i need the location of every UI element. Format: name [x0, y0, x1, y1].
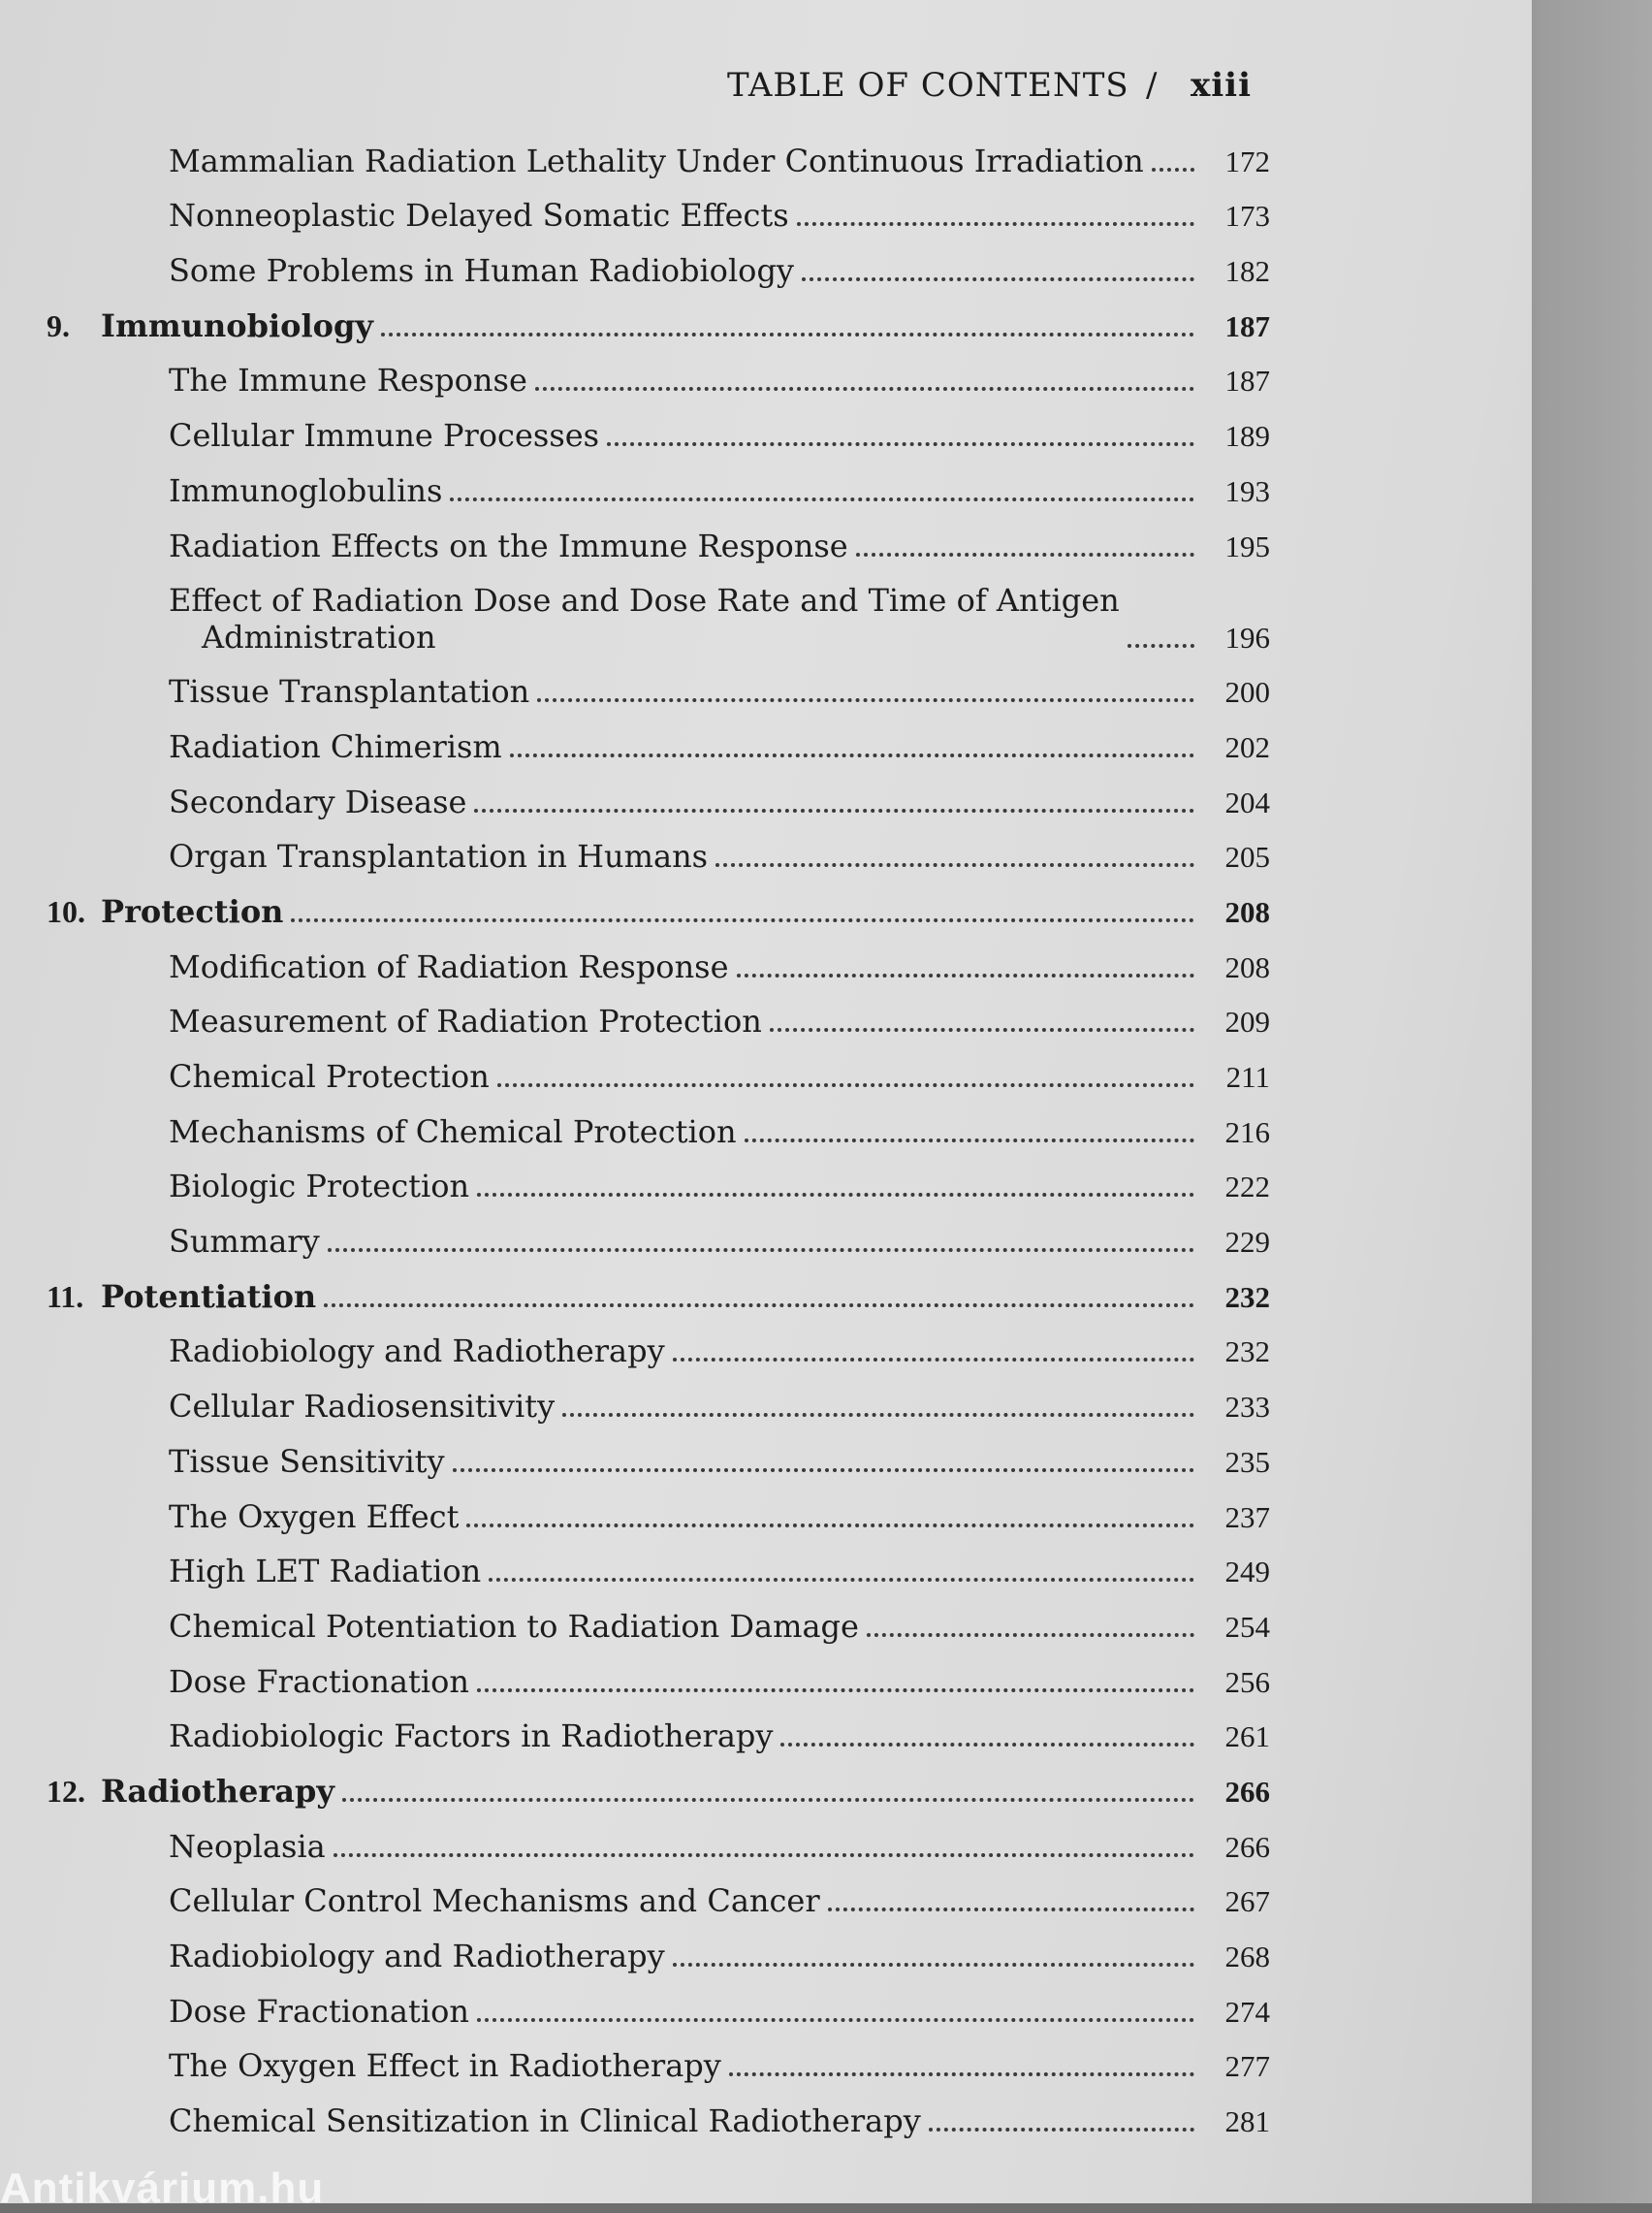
- entry-page-number: 277: [1224, 2049, 1270, 2084]
- toc-section-row: [47, 454, 1270, 509]
- entry-title: Immunobiology: [101, 306, 373, 344]
- toc-section-row: [47, 1425, 1270, 1480]
- dot-leader: [780, 1743, 1194, 1747]
- entry-page-number: 232: [1224, 1334, 1270, 1369]
- entry-page-number: 233: [1224, 1390, 1270, 1425]
- entry-title: Measurement of Radiation Protection: [169, 1003, 762, 1041]
- toc-section-row: [47, 930, 1270, 985]
- dot-leader: [673, 1358, 1194, 1362]
- toc-section-row: [47, 1919, 1270, 1974]
- dot-leader: [737, 974, 1194, 978]
- entry-label-wrap: [47, 838, 1208, 875]
- dot-leader: [510, 754, 1194, 757]
- entry-title: Tissue Sensitivity: [169, 1442, 445, 1480]
- entry-title: Nonneoplastic Delayed Somatic Effects: [169, 197, 789, 235]
- entry-title: Secondary Disease: [169, 783, 467, 820]
- chapter-number: 11.: [47, 1278, 84, 1314]
- entry-page-number: 172: [1224, 144, 1270, 178]
- dot-leader: [291, 918, 1194, 922]
- dot-leader: [324, 1303, 1194, 1307]
- dot-leader: [729, 2072, 1194, 2076]
- entry-page-number: 208: [1224, 894, 1270, 929]
- toc-section-row: [47, 1865, 1270, 1920]
- entry-title: The Immune Response: [169, 362, 527, 400]
- entry-label-wrap: [47, 1003, 1208, 1040]
- entry-page-number: 256: [1224, 1664, 1270, 1699]
- dot-leader: [745, 1139, 1194, 1142]
- dot-leader: [929, 2128, 1194, 2132]
- entry-title: Radiobiology and Radiotherapy: [169, 1938, 665, 1974]
- entry-label-column: [169, 582, 1120, 656]
- toc-section-row: [47, 1589, 1270, 1645]
- dot-leader: [562, 1413, 1194, 1417]
- toc-section-row: [47, 399, 1270, 454]
- chapter-number: 12.: [47, 1773, 85, 1809]
- entry-label-wrap: [47, 1717, 1208, 1754]
- entry-page-number: 222: [1224, 1170, 1270, 1204]
- toc-section-row: [47, 179, 1270, 235]
- entry-title: Modification of Radiation Response: [169, 947, 729, 985]
- entry-label-wrap: [101, 893, 1208, 930]
- toc-section-row: [47, 564, 1270, 656]
- entry-title: Summary: [169, 1223, 320, 1261]
- entry-label-wrap: [47, 528, 1208, 564]
- toc-chapter-row: [47, 289, 1270, 344]
- dot-leader: [342, 1798, 1194, 1802]
- entry-page-number: 209: [1224, 1005, 1270, 1040]
- entry-label-wrap: [47, 1388, 1208, 1425]
- toc-chapter-row: [47, 1754, 1270, 1810]
- dot-leader: [450, 497, 1194, 501]
- entry-title: Radiobiology and Radiotherapy: [169, 1332, 665, 1370]
- toc-section-row: [47, 985, 1270, 1041]
- dot-leader: [477, 2018, 1194, 2022]
- entry-title: Radiation Chimerism: [169, 727, 502, 765]
- entry-page-number: 267: [1224, 1884, 1270, 1919]
- entry-page-number: 187: [1224, 308, 1270, 343]
- entry-title: Neoplasia: [169, 1827, 326, 1865]
- entry-label-wrap: [47, 673, 1208, 710]
- dot-leader: [673, 1963, 1194, 1967]
- entry-page-number: 195: [1224, 529, 1270, 563]
- toc-section-row: [47, 1369, 1270, 1425]
- entry-label-wrap: [47, 582, 1208, 656]
- entry-page-number: 266: [1224, 1774, 1270, 1809]
- entry-page-number: 189: [1224, 419, 1270, 454]
- chapter-number: 10.: [47, 893, 85, 929]
- entry-page-number: 187: [1224, 364, 1270, 399]
- toc-section-row: [47, 1700, 1270, 1755]
- entry-label-wrap: [47, 252, 1208, 289]
- entry-page-number: 261: [1224, 1719, 1270, 1754]
- toc-section-row: [47, 1150, 1270, 1205]
- toc-section-row: [47, 1204, 1270, 1260]
- entry-page-number: 235: [1224, 1444, 1270, 1479]
- toc-section-row: [47, 2084, 1270, 2139]
- toc-section-row: [47, 1645, 1270, 1700]
- entry-page-number: 208: [1224, 949, 1270, 984]
- entry-label-wrap: [47, 2047, 1208, 2084]
- entry-label-wrap: [47, 948, 1208, 985]
- dot-leader: [466, 1523, 1194, 1527]
- entry-title: Organ Transplantation in Humans: [169, 838, 709, 876]
- entry-title: Dose Fractionation: [169, 1662, 469, 1700]
- entry-page-number: 268: [1224, 1940, 1270, 1973]
- entry-title: High LET Radiation: [169, 1553, 482, 1590]
- dot-leader: [1128, 644, 1194, 648]
- entry-title: Cellular Immune Processes: [169, 417, 600, 455]
- entry-title: Immunoglobulins: [169, 471, 443, 509]
- entry-page-number: 182: [1224, 254, 1270, 289]
- dot-leader: [497, 1083, 1194, 1087]
- entry-page-number: 200: [1224, 675, 1270, 710]
- entry-label-wrap: [47, 1882, 1208, 1919]
- toc-section-row: [47, 1040, 1270, 1095]
- dot-leader: [489, 1578, 1194, 1582]
- entry-title: Radiotherapy: [101, 1772, 334, 1810]
- entry-label-wrap: [47, 2102, 1208, 2139]
- entry-title: Mammalian Radiation Lethality Under Continuous Irradiation: [169, 142, 1144, 179]
- dot-leader: [797, 222, 1194, 226]
- entry-label-wrap: [47, 1938, 1208, 1974]
- entry-label-wrap: [47, 1553, 1208, 1589]
- entry-page-number: 249: [1224, 1555, 1270, 1589]
- entry-title: Cellular Radiosensitivity: [169, 1388, 556, 1426]
- entry-page-number: 202: [1224, 729, 1270, 764]
- toc-section-row: [47, 344, 1270, 400]
- dot-leader: [453, 1468, 1194, 1472]
- dot-leader: [537, 698, 1194, 702]
- entry-label-wrap: [47, 1058, 1208, 1095]
- entry-label-wrap: [47, 197, 1208, 234]
- entry-title: Cellular Control Mechanisms and Cancer: [169, 1882, 820, 1920]
- dot-leader: [477, 1193, 1194, 1197]
- entry-page-number: 237: [1224, 1499, 1270, 1534]
- entry-title: Chemical Protection: [169, 1058, 490, 1095]
- dot-leader: [607, 442, 1194, 446]
- toc-chapter-row: [47, 875, 1270, 930]
- running-header: [727, 66, 1255, 109]
- entry-page-number: 196: [1224, 620, 1270, 655]
- dot-leader: [828, 1908, 1194, 1911]
- dot-leader: [328, 1248, 1194, 1252]
- entry-page-number: 281: [1224, 2104, 1270, 2139]
- entry-title: The Oxygen Effect in Radiotherapy: [169, 2047, 721, 2085]
- entry-label-wrap: [101, 1278, 1208, 1315]
- toc-section-row: [47, 1095, 1270, 1150]
- entry-label-wrap: [47, 1993, 1208, 2030]
- entry-label-wrap: [101, 307, 1208, 344]
- entry-label-wrap: [47, 1828, 1208, 1865]
- toc-section-row: [47, 124, 1270, 179]
- entry-label-wrap: [47, 1608, 1208, 1645]
- entry-label-wrap: [47, 1443, 1208, 1480]
- header-separator: /: [1146, 66, 1159, 105]
- entry-page-number: 205: [1224, 840, 1270, 875]
- entry-page-number: 266: [1224, 1829, 1270, 1864]
- entry-label-wrap: [47, 417, 1208, 454]
- toc-chapter-row: [47, 1260, 1270, 1315]
- table-of-contents: [47, 124, 1270, 2139]
- entry-title: The Oxygen Effect: [169, 1497, 460, 1535]
- entry-title: Mechanisms of Chemical Protection: [169, 1112, 737, 1150]
- entry-title-continued: Administration: [202, 618, 436, 656]
- toc-section-row: [47, 656, 1270, 711]
- entry-label-wrap: [47, 143, 1208, 179]
- dot-leader: [770, 1028, 1194, 1032]
- toc-section-row: [47, 2030, 1270, 2085]
- dot-leader: [1152, 168, 1194, 172]
- chapter-number: 9.: [47, 307, 70, 343]
- entry-label-wrap: [47, 1663, 1208, 1700]
- entry-label-wrap: [47, 362, 1208, 399]
- watermark: Antikvárium.hu: [0, 2165, 325, 2212]
- entry-page-number: 254: [1224, 1609, 1270, 1644]
- dot-leader: [715, 863, 1194, 867]
- entry-title: Some Problems in Human Radiobiology: [169, 252, 794, 290]
- entry-title: Chemical Potentiation to Radiation Damage: [169, 1607, 859, 1645]
- dot-leader: [856, 553, 1194, 557]
- toc-section-row: [47, 1480, 1270, 1535]
- dot-leader: [381, 333, 1194, 337]
- dot-leader: [477, 1688, 1194, 1692]
- toc-section-row: [47, 1315, 1270, 1370]
- entry-label-wrap: [47, 784, 1208, 820]
- toc-section-row: [47, 1810, 1270, 1865]
- entry-label-wrap: [47, 1168, 1208, 1204]
- toc-section-row: [47, 1974, 1270, 2030]
- dot-leader: [334, 1853, 1194, 1857]
- entry-title: Dose Fractionation: [169, 1992, 469, 2030]
- entry-label-wrap: [101, 1773, 1208, 1810]
- entry-page-number: 173: [1224, 199, 1270, 234]
- header-page-number: xiii: [1190, 66, 1252, 105]
- dot-leader: [535, 387, 1194, 391]
- entry-title: Tissue Transplantation: [169, 673, 530, 711]
- entry-label-wrap: [47, 1113, 1208, 1150]
- dot-leader: [802, 277, 1194, 281]
- toc-section-row: [47, 234, 1270, 289]
- entry-title: Biologic Protection: [169, 1168, 470, 1205]
- dot-leader: [474, 809, 1194, 813]
- toc-section-row: [47, 1535, 1270, 1590]
- entry-label-wrap: [47, 728, 1208, 765]
- entry-label-wrap: [47, 1498, 1208, 1535]
- entry-title: Radiobiologic Factors in Radiotherapy: [169, 1717, 774, 1755]
- toc-section-row: [47, 509, 1270, 564]
- entry-label-wrap: [47, 472, 1208, 509]
- entry-page-number: 204: [1224, 785, 1270, 819]
- entry-label-wrap: [47, 1223, 1208, 1260]
- entry-page-number: 216: [1224, 1114, 1270, 1149]
- entry-page-number: 232: [1224, 1279, 1270, 1314]
- entry-label-wrap: [47, 1332, 1208, 1369]
- entry-page-number: 229: [1224, 1225, 1270, 1260]
- entry-page-number: 193: [1224, 473, 1270, 508]
- entry-title: Protection: [101, 892, 284, 930]
- toc-section-row: [47, 710, 1270, 765]
- entry-title: Potentiation: [101, 1277, 317, 1315]
- entry-page-number: 211: [1225, 1060, 1270, 1094]
- toc-section-row: [47, 820, 1270, 876]
- toc-section-row: [47, 765, 1270, 820]
- header-title: TABLE OF CONTENTS: [727, 66, 1129, 105]
- dot-leader: [867, 1633, 1194, 1637]
- entry-title: Radiation Effects on the Immune Response: [169, 527, 848, 564]
- entry-title: Chemical Sensitization in Clinical Radiotherapy: [169, 2102, 921, 2140]
- entry-page-number: 274: [1224, 1994, 1270, 2029]
- entry-title: Effect of Radiation Dose and Dose Rate and Time of Antigen: [169, 581, 1120, 619]
